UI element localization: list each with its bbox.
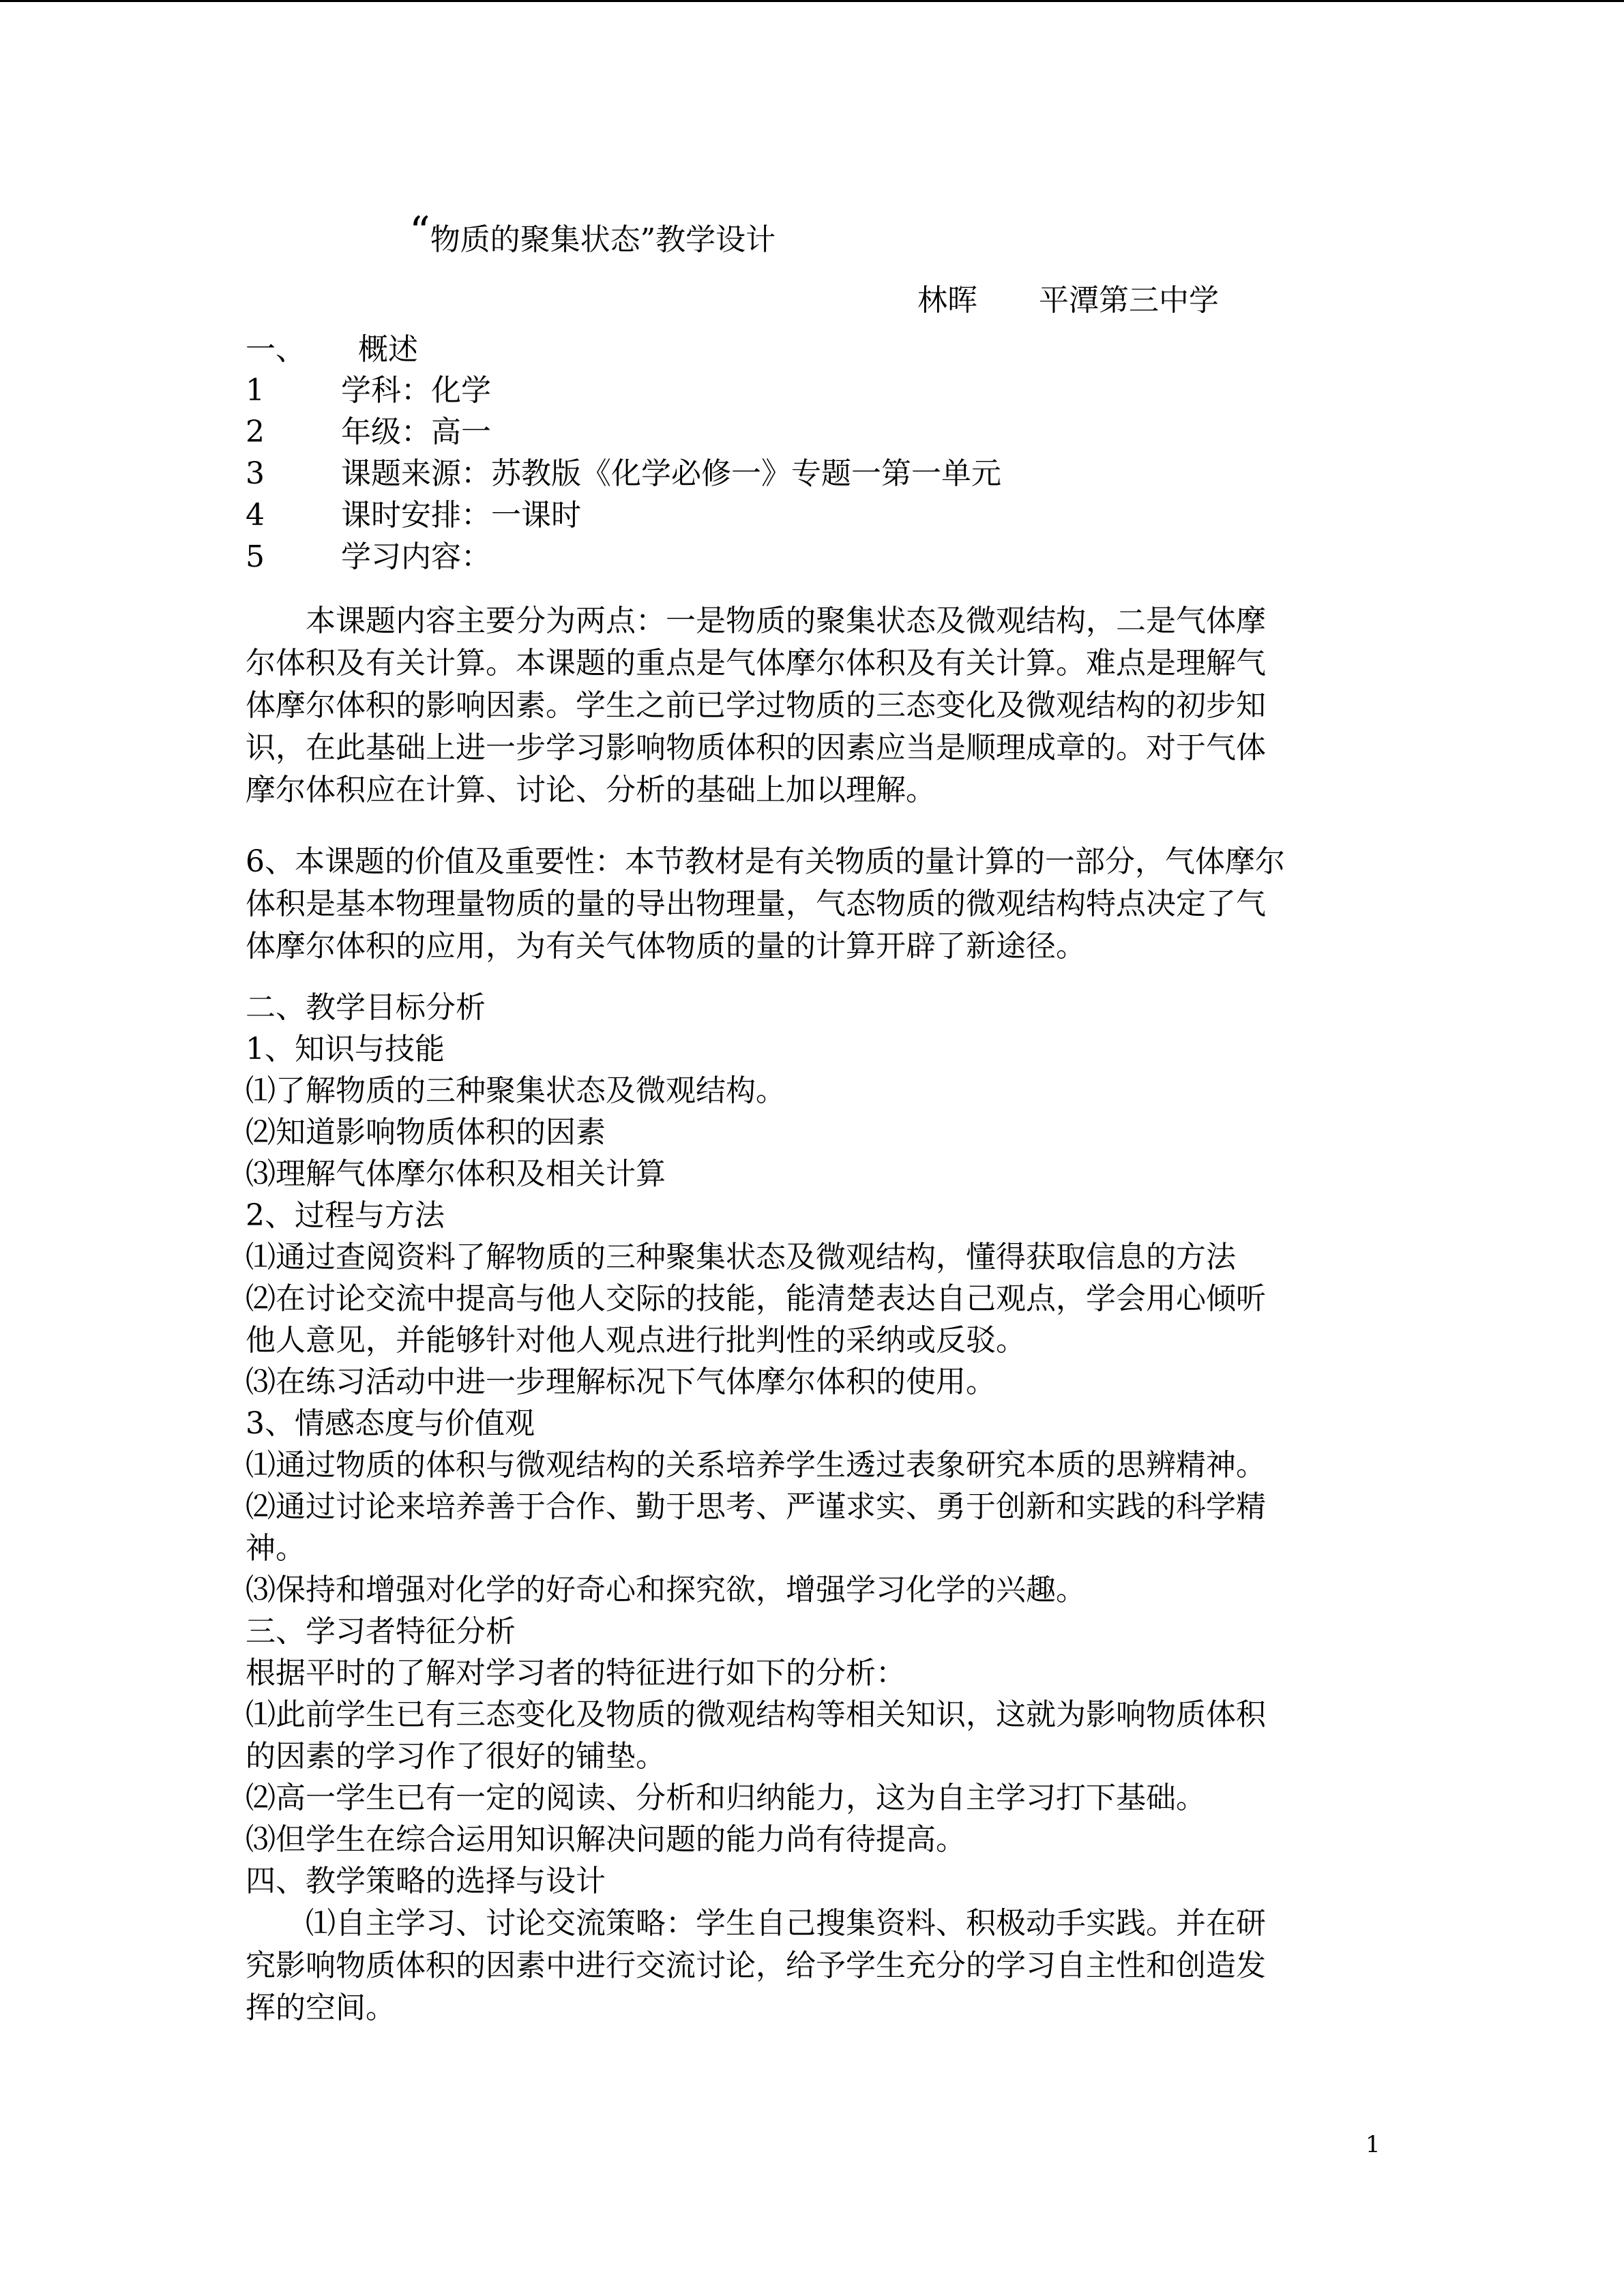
value-line: 体积是基本物理量物质的量的导出物理量，气态物质的微观结构特点决定了气 bbox=[246, 886, 1266, 921]
item-text: 课时安排：一课时 bbox=[341, 498, 581, 533]
strategy-line: ⑴自主学习、讨论交流策略：学生自己搜集资料、积极动手实践。并在研 bbox=[306, 1906, 1266, 1941]
page-top-border bbox=[0, 0, 1624, 2]
list-item: 的因素的学习作了很好的铺垫。 bbox=[246, 1739, 666, 1774]
item-text: 年级：高一 bbox=[341, 415, 491, 449]
list-item: ⑶理解气体摩尔体积及相关计算 bbox=[246, 1157, 666, 1191]
list-item: ⑵在讨论交流中提高与他人交际的技能，能清楚表达自己观点，学会用心倾听 bbox=[246, 1281, 1266, 1316]
section-heading-strategy: 四、教学策略的选择与设计 bbox=[246, 1864, 606, 1898]
overview-item bbox=[246, 411, 491, 453]
subheading: 3、情感态度与价值观 bbox=[246, 1406, 535, 1441]
item-text: 学习内容： bbox=[341, 539, 491, 574]
list-item: 他人意见，并能够针对他人观点进行批判性的采纳或反驳。 bbox=[246, 1323, 1026, 1358]
content-line: 摩尔体积应在计算、讨论、分析的基础上加以理解。 bbox=[246, 773, 936, 807]
list-item: ⑴了解物质的三种聚集状态及微观结构。 bbox=[246, 1073, 786, 1108]
value-line: 6、本课题的价值及重要性：本节教材是有关物质的量计算的一部分，气体摩尔 bbox=[246, 844, 1285, 879]
content-line: 体摩尔体积的影响因素。学生之前已学过物质的三态变化及微观结构的初步知 bbox=[246, 688, 1266, 723]
document-title bbox=[409, 208, 776, 261]
list-item: ⑴通过查阅资料了解物质的三种聚集状态及微观结构，懂得获取信息的方法 bbox=[246, 1240, 1236, 1274]
list-item: ⑵通过讨论来培养善于合作、勤于思考、严谨求实、勇于创新和实践的科学精 bbox=[246, 1489, 1266, 1524]
list-item: ⑵高一学生已有一定的阅读、分析和归纳能力，这为自主学习打下基础。 bbox=[246, 1780, 1206, 1815]
item-number: 2 bbox=[246, 415, 265, 449]
list-item: ⑵知道影响物质体积的因素 bbox=[246, 1115, 606, 1150]
strategy-line: 挥的空间。 bbox=[246, 1991, 396, 2025]
title-text: 物质的聚集状态”教学设计 bbox=[430, 222, 776, 257]
item-text: 学科：化学 bbox=[341, 373, 491, 408]
item-number: 1 bbox=[246, 373, 265, 408]
heading-number: 一、 bbox=[246, 332, 306, 367]
text-line: 根据平时的了解对学习者的特征进行如下的分析： bbox=[246, 1656, 906, 1690]
item-number: 5 bbox=[246, 539, 265, 574]
author-name: 林晖 bbox=[917, 283, 977, 318]
page-number: 1 bbox=[1365, 2131, 1381, 2158]
overview-item bbox=[246, 494, 581, 537]
content-line: 本课题内容主要分为两点：一是物质的聚集状态及微观结构，二是气体摩 bbox=[306, 603, 1266, 638]
content-line: 尔体积及有关计算。本课题的重点是气体摩尔体积及有关计算。难点是理解气 bbox=[246, 646, 1266, 681]
item-number: 4 bbox=[246, 498, 265, 533]
item-text: 课题来源：苏教版《化学必修一》专题一第一单元 bbox=[341, 456, 1001, 491]
overview-item bbox=[246, 536, 491, 578]
list-item: ⑶但学生在综合运用知识解决问题的能力尚有待提高。 bbox=[246, 1822, 966, 1857]
list-item: ⑴此前学生已有三态变化及物质的微观结构等相关知识，这就为影响物质体积 bbox=[246, 1697, 1266, 1732]
content-line: 识，在此基础上进一步学习影响物质体积的因素应当是顺理成章的。对于气体 bbox=[246, 730, 1266, 765]
strategy-line: 究影响物质体积的因素中进行交流讨论，给予学生充分的学习自主性和创造发 bbox=[246, 1948, 1266, 1983]
section-heading-learners: 三、学习者特征分析 bbox=[246, 1614, 516, 1649]
heading-text: 概述 bbox=[358, 332, 418, 367]
author-school: 平潭第三中学 bbox=[1039, 283, 1219, 318]
list-item: 神。 bbox=[246, 1531, 306, 1566]
section-heading-objectives: 二、教学目标分析 bbox=[246, 990, 486, 1025]
subheading: 2、过程与方法 bbox=[246, 1198, 445, 1233]
list-item: ⑴通过物质的体积与微观结构的关系培养学生透过表象研究本质的思辨精神。 bbox=[246, 1448, 1266, 1482]
title-open-quote: “ bbox=[409, 208, 430, 256]
overview-item bbox=[246, 453, 1001, 495]
section-heading-overview bbox=[246, 329, 418, 371]
item-number: 3 bbox=[246, 456, 265, 491]
overview-item bbox=[246, 370, 491, 412]
value-line: 体摩尔体积的应用，为有关气体物质的量的计算开辟了新途径。 bbox=[246, 929, 1086, 964]
subheading: 1、知识与技能 bbox=[246, 1032, 445, 1067]
list-item: ⑶保持和增强对化学的好奇心和探究欲，增强学习化学的兴趣。 bbox=[246, 1572, 1086, 1607]
author-line bbox=[917, 280, 1219, 322]
list-item: ⑶在练习活动中进一步理解标况下气体摩尔体积的使用。 bbox=[246, 1365, 996, 1399]
